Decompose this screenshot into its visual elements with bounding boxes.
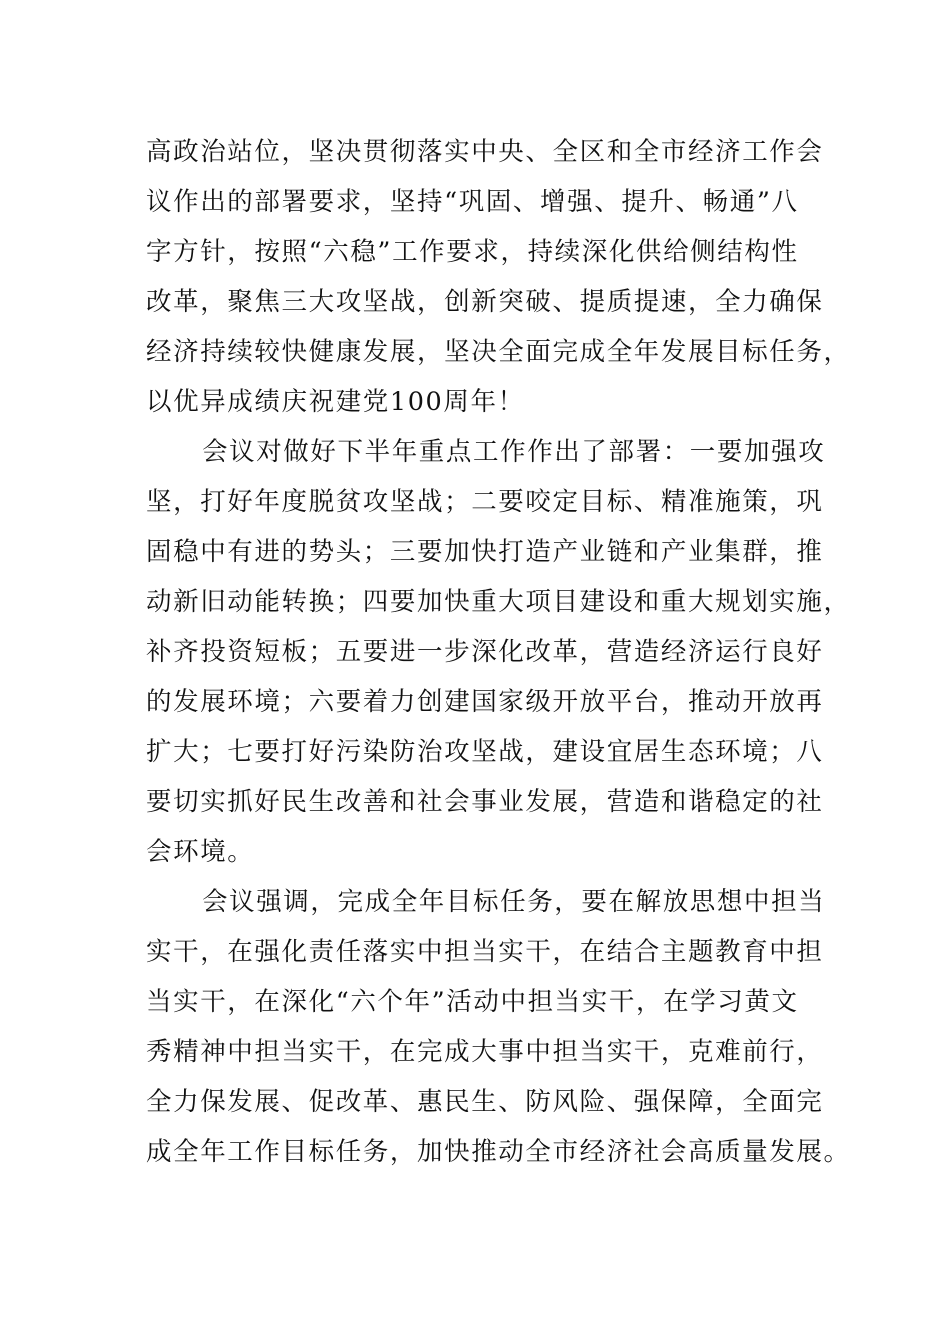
text-line: 坚，打好年度脱贫攻坚战；二要咬定目标、精准施策，巩 <box>146 487 824 517</box>
text-line: 会议强调，完成全年目标任务，要在解放思想中担当 <box>202 887 826 917</box>
text-line: 实干，在强化责任落实中担当实干，在结合主题教育中担 <box>146 937 824 967</box>
text-line: 字方针，按照“六稳”工作要求，持续深化供给侧结构性 <box>146 237 799 267</box>
text-line: 补齐投资短板；五要进一步深化改革，营造经济运行良好 <box>146 637 824 667</box>
text-line: 的发展环境；六要着力创建国家级开放平台，推动开放再 <box>146 687 824 717</box>
paragraph-1 <box>146 127 851 427</box>
text-line: 动新旧动能转换；四要加快重大项目建设和重大规划实施， <box>146 587 851 617</box>
paragraph-3 <box>146 877 851 1177</box>
text-line: 当实干，在深化“六个年”活动中担当实干，在学习黄文 <box>146 987 799 1017</box>
text-line: 全力保发展、促改革、惠民生、防风险、强保障，全面完 <box>146 1087 824 1117</box>
text-line: 议作出的部署要求，坚持“巩固、增强、提升、畅通”八 <box>146 187 799 217</box>
text-line: 会议对做好下半年重点工作作出了部署：一要加强攻 <box>202 437 826 467</box>
text-line: 会环境。 <box>146 837 255 867</box>
text-line: 成全年工作目标任务，加快推动全市经济社会高质量发展。 <box>146 1137 851 1167</box>
text-line: 以优异成绩庆祝建党100周年！ <box>146 387 525 417</box>
text-line: 改革，聚焦三大攻坚战，创新突破、提质提速，全力确保 <box>146 287 824 317</box>
text-line: 要切实抓好民生改善和社会事业发展，营造和谐稳定的社 <box>146 787 824 817</box>
text-line: 扩大；七要打好污染防治攻坚战，建设宜居生态环境；八 <box>146 737 824 767</box>
text-line: 经济持续较快健康发展，坚决全面完成全年发展目标任务， <box>146 337 851 367</box>
text-line: 固稳中有进的势头；三要加快打造产业链和产业集群，推 <box>146 537 824 567</box>
text-line: 高政治站位，坚决贯彻落实中央、全区和全市经济工作会 <box>146 137 824 167</box>
document-body <box>146 127 851 1177</box>
paragraph-2 <box>146 427 851 877</box>
text-line: 秀精神中担当实干，在完成大事中担当实干，克难前行， <box>146 1037 824 1067</box>
